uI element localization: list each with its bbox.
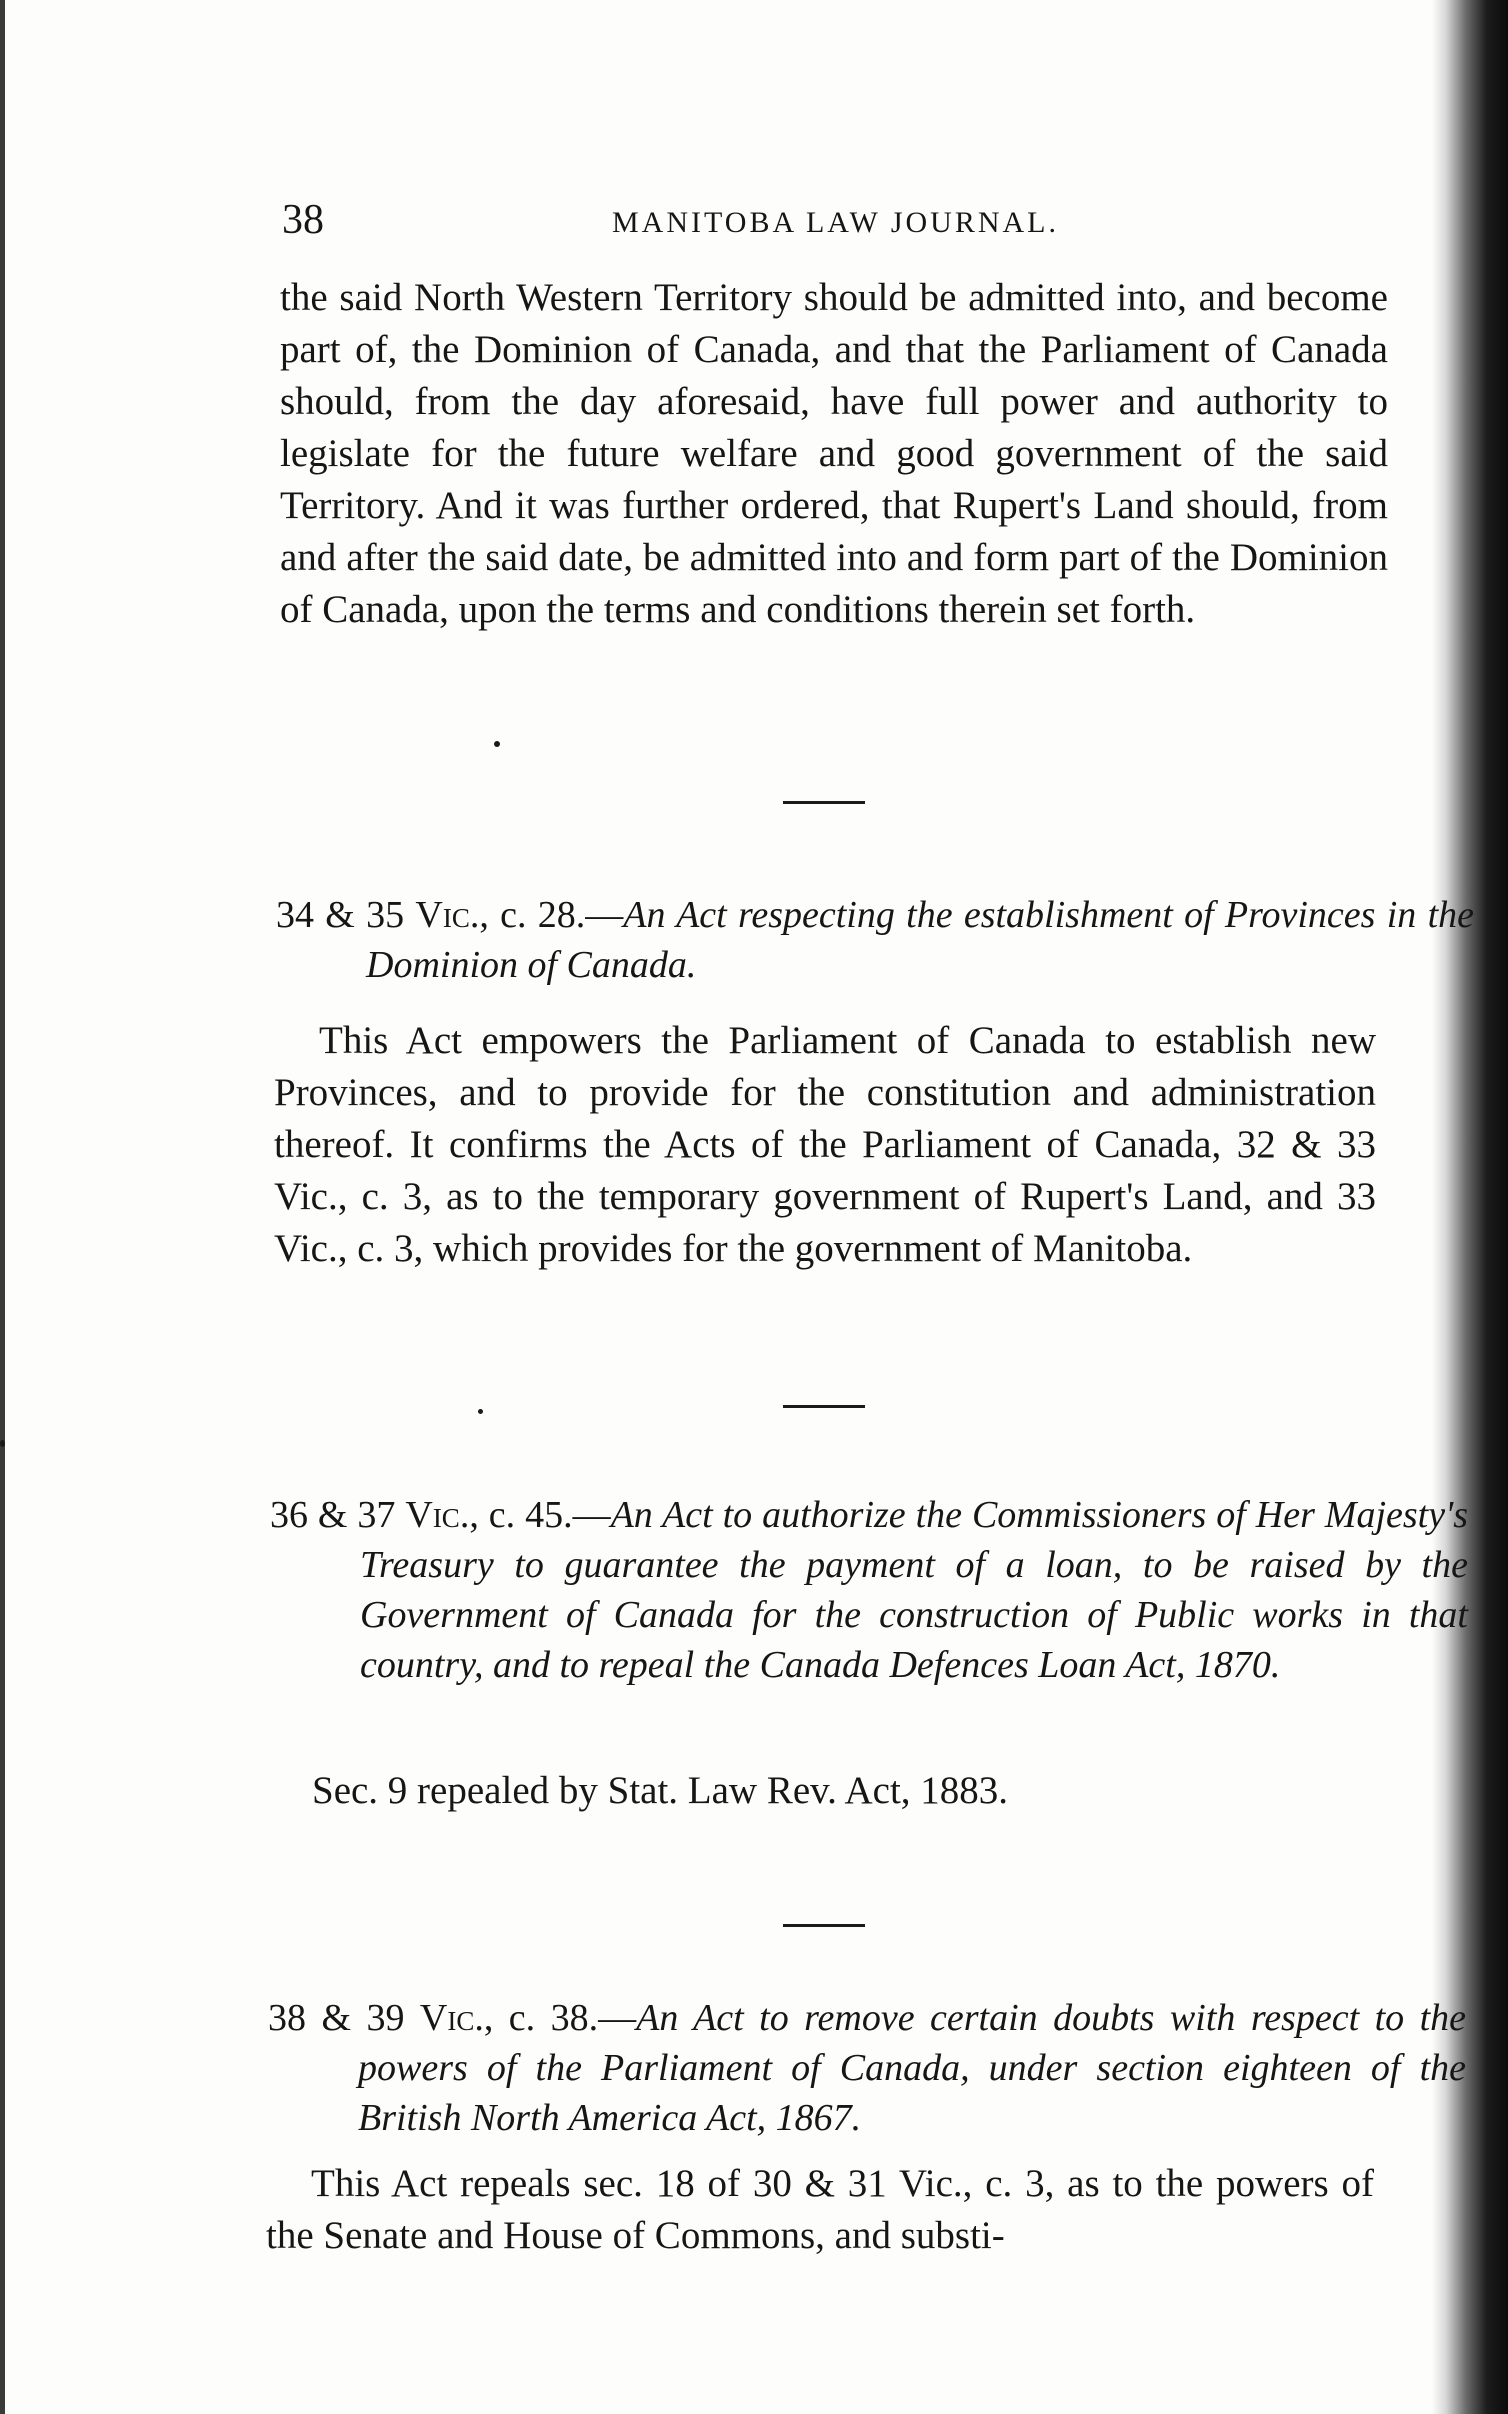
act-vic: Vic. bbox=[419, 1997, 484, 2039]
act-years: 34 & 35 bbox=[276, 894, 405, 936]
running-head: MANITOBA LAW JOURNAL. bbox=[612, 206, 1059, 239]
page-left-edge bbox=[0, 0, 5, 2414]
ink-speck bbox=[0, 1440, 5, 1447]
page-header bbox=[282, 196, 1382, 256]
act-years: 38 & 39 bbox=[268, 1997, 405, 2039]
act-title: An Act to remove certain doubts with respect to the powers of the Parliament of Canada, under section eighteen of the British North America Act, 1867. bbox=[358, 1997, 1467, 2139]
act-vic: Vic. bbox=[405, 1494, 470, 1536]
act-chapter: , c. 38.— bbox=[483, 1997, 637, 2039]
repeal-note: Sec. 9 repealed by Stat. Law Rev. Act, 1883. bbox=[312, 1769, 1009, 1812]
ink-speck bbox=[494, 741, 500, 747]
act-title: An Act respecting the establishment of Provinces in the Dominion of Canada. bbox=[366, 894, 1474, 986]
act-vic: Vic. bbox=[415, 894, 480, 936]
section-divider bbox=[783, 801, 865, 804]
act-heading bbox=[270, 1490, 1468, 1690]
act-years: 36 & 37 bbox=[270, 1494, 396, 1536]
act-heading bbox=[268, 1993, 1466, 2143]
act-summary-paragraph: This Act empowers the Parliament of Canada to establish new Provinces, and to provide for the constitution and administration thereof. It confirms the Acts of the Parliament of Canada, 32 & 33 Vic., c. 3, as to the temporary government of Rupert's Land, and 33 Vic., c. 3, which provides for the government of Manitoba. bbox=[274, 1019, 1376, 1270]
section-divider bbox=[783, 1405, 865, 1408]
section-divider bbox=[783, 1924, 865, 1927]
act-heading bbox=[276, 890, 1474, 990]
ink-speck bbox=[478, 1409, 483, 1414]
continuation-paragraph: the said North Western Territory should be admitted into, and become part of, the Dominion of Canada, and that the Parliament of Canada should, from the day aforesaid, have full power and authority to legislate for the future welfare and good government of the said Territory. And it was further ordered, that Rupert's Land should, from and after the said date, be admitted into and form part of the Dominion of Canada, upon the terms and conditions therein set forth. bbox=[280, 276, 1388, 631]
act-chapter: , c. 45.— bbox=[469, 1494, 611, 1536]
act-summary-paragraph: This Act repeals sec. 18 of 30 & 31 Vic., c. 3, as to the powers of the Senate and House of Commons, and substi- bbox=[266, 2162, 1374, 2257]
page-number: 38 bbox=[282, 197, 324, 243]
act-title: An Act to authorize the Commissioners of Her Majesty's Treasury to guarantee the payment of a loan, to be raised by the Government of Canada for the construction of Public works in that country, and to repeal the Canada Defences Loan Act, 1870. bbox=[360, 1494, 1468, 1686]
act-chapter: , c. 28.— bbox=[479, 894, 624, 936]
